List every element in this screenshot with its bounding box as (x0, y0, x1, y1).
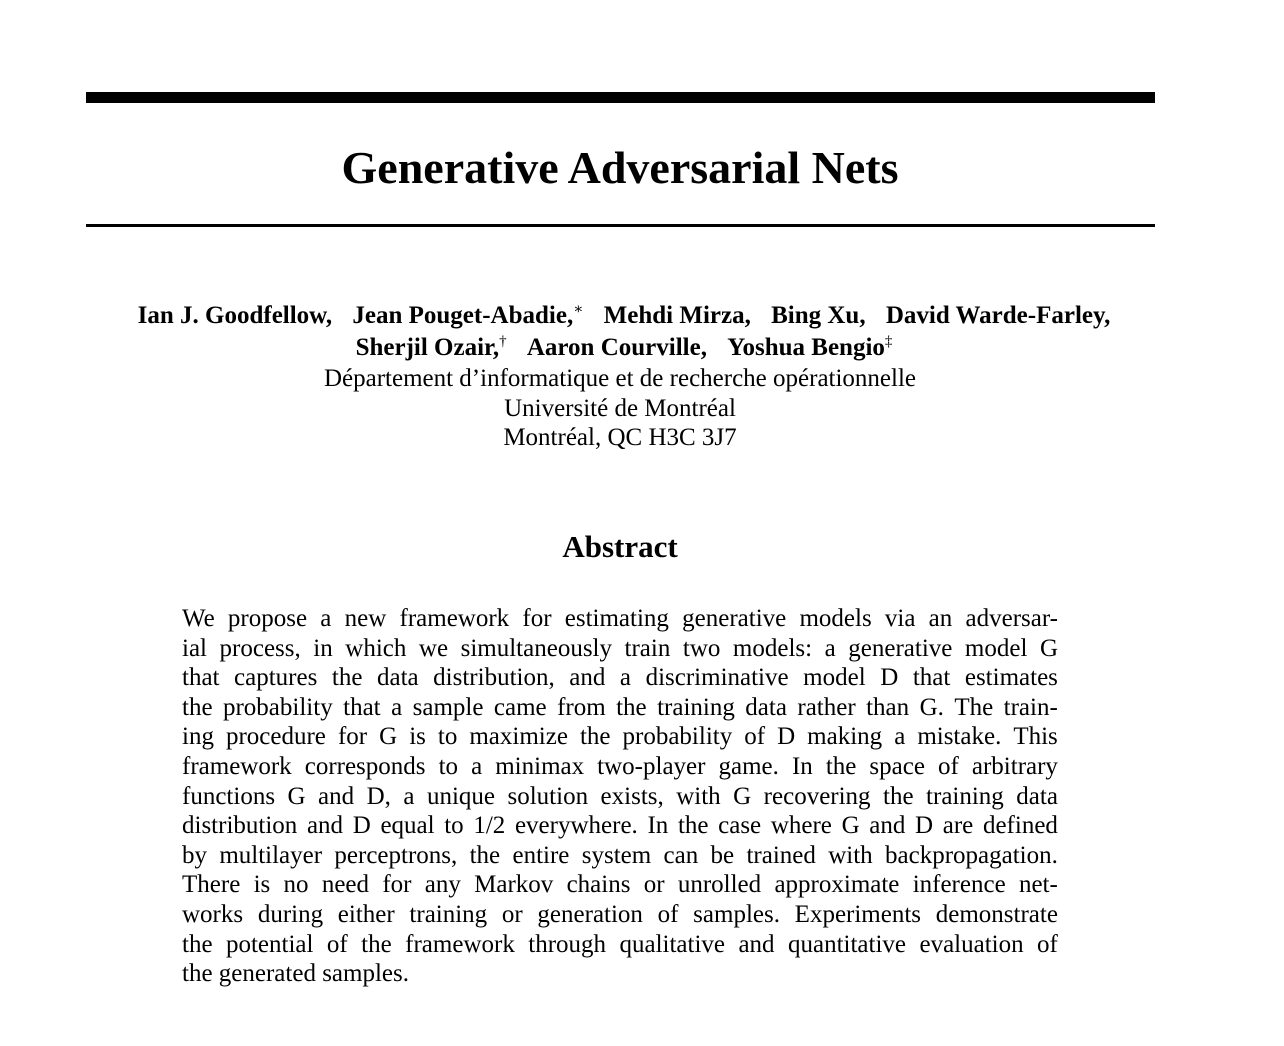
abstract-word: procedure (225, 723, 326, 751)
abstract-word: can (663, 841, 699, 869)
abstract-word: backpropagation. (885, 841, 1058, 869)
abstract-word: potential (225, 930, 314, 958)
abstract-word: evaluation (919, 930, 1024, 958)
abstract-word: ing (182, 723, 214, 751)
abstract-word: framework (182, 752, 292, 780)
affiliation (0, 364, 1240, 453)
abstract-word: need (321, 871, 370, 899)
abstract-word: a (403, 782, 415, 810)
abstract-word: and (318, 782, 355, 810)
abstract-word: a (391, 693, 403, 721)
author-line-1 (0, 300, 1248, 332)
abstract-word: two (682, 634, 721, 662)
abstract-line (182, 782, 1058, 812)
abstract-word: propose (227, 605, 308, 632)
abstract-word: than (866, 693, 910, 721)
abstract-word: samples. (693, 900, 780, 928)
author: Sherjil Ozair,† (355, 333, 507, 361)
author-list (0, 300, 1248, 364)
abstract-word: to (444, 812, 464, 840)
abstract-word: exists, (600, 782, 664, 810)
abstract-body (182, 604, 1058, 989)
abstract-word: from (557, 693, 606, 721)
abstract-word: distribution (182, 812, 298, 840)
abstract-word: G (1039, 634, 1058, 662)
paper-title: Generative Adversarial Nets (341, 142, 899, 193)
abstract-word: that (912, 664, 951, 692)
abstract-word: ial (182, 634, 207, 662)
abstract-word: by (182, 841, 207, 869)
abstract-word: model (964, 634, 1028, 662)
abstract-word: data (1016, 782, 1058, 810)
abstract-word: of (938, 752, 959, 780)
abstract-word: and (869, 812, 906, 840)
abstract-word: Experiments (794, 900, 922, 928)
abstract-word: system (581, 841, 652, 869)
abstract-word: of (657, 900, 679, 928)
abstract-word: via (884, 605, 916, 632)
abstract-word: maximize (469, 723, 568, 751)
abstract-word: of (326, 930, 348, 958)
abstract-word: framework (399, 605, 510, 632)
abstract-word: the (182, 930, 213, 958)
abstract-word: simultaneously (460, 634, 612, 662)
abstract-word: the (825, 752, 857, 780)
abstract-word: D (352, 812, 371, 840)
abstract-word: that (182, 664, 220, 692)
abstract-word: making (807, 723, 883, 751)
abstract-word: estimates (964, 664, 1058, 692)
abstract-word: of (744, 723, 766, 751)
abstract-line (182, 693, 1058, 723)
abstract-word: works (182, 900, 244, 928)
abstract-word: mistake. (917, 723, 1002, 751)
affiliation-department: Département d’informatique et de recherche opérationnelle (323, 365, 917, 392)
abstract-word: any (424, 871, 461, 899)
abstract-word: the (331, 664, 363, 692)
abstract-word: D (915, 812, 934, 840)
abstract-word: we (418, 634, 449, 662)
abstract-word: G (379, 723, 398, 751)
abstract-word: qualitative (619, 930, 726, 958)
abstract-word: train (624, 634, 671, 662)
abstract-word: net- (1018, 871, 1058, 899)
abstract-word: minimax (495, 752, 585, 780)
abstract-word: everywhere. (514, 812, 638, 840)
abstract-word: or (501, 900, 523, 928)
abstract-word: In (791, 752, 813, 780)
abstract-word: a (824, 634, 836, 662)
abstract-word: with (828, 841, 873, 869)
abstract-word: adversar- (965, 605, 1058, 632)
abstract-word: distribution, (433, 664, 555, 692)
author: David Warde-Farley, (885, 302, 1111, 329)
abstract-word: generative (848, 634, 953, 662)
author: Aaron Courville, (526, 334, 707, 361)
abstract-word: the (361, 930, 392, 958)
abstract-word: Markov (474, 871, 554, 899)
abstract-word: two-player (597, 752, 706, 780)
abstract-word: space (869, 752, 925, 780)
abstract-word: defined (982, 812, 1058, 840)
abstract-word: generation (537, 900, 643, 928)
abstract-word: corresponds (304, 752, 426, 780)
abstract-word: There (182, 871, 241, 899)
abstract-word: is (253, 871, 271, 899)
abstract-word: recovering (763, 782, 871, 810)
abstract-word: unrolled (677, 871, 762, 899)
abstract-word: be (710, 841, 735, 869)
abstract-word: to (437, 723, 458, 751)
abstract-word: This (1013, 723, 1058, 751)
abstract-word: discriminative (645, 664, 789, 692)
abstract-word: entire (512, 841, 570, 869)
abstract-word: D, (366, 782, 391, 810)
abstract-word: train- (1003, 693, 1058, 721)
abstract-line: the generated samples. (182, 960, 409, 988)
abstract-word: the (883, 782, 914, 810)
abstract-word: data (376, 664, 419, 692)
abstract-word: of (1037, 930, 1058, 958)
abstract-word: in (313, 634, 333, 662)
abstract-heading: Abstract (562, 529, 678, 564)
abstract-word: functions (182, 782, 276, 810)
abstract-word: the (616, 693, 647, 721)
abstract-word: probability (622, 723, 733, 751)
abstract-word: a (471, 752, 483, 780)
abstract-word: with (676, 782, 721, 810)
abstract-word: a (320, 605, 332, 632)
abstract-word: demonstrate (935, 900, 1058, 928)
abstract-line (182, 722, 1058, 752)
abstract-word: equal (380, 812, 435, 840)
author: Ian J. Goodfellow, (137, 302, 333, 329)
author: Yoshua Bengio‡ (727, 333, 893, 361)
abstract-word: We (182, 605, 215, 632)
abstract-line (182, 870, 1058, 900)
abstract-word: for (337, 723, 368, 751)
abstract-word: no (283, 871, 309, 899)
abstract-word: and (569, 664, 606, 692)
author: Jean Pouget-Abadie,∗ (352, 301, 584, 329)
abstract-word: process, (219, 634, 301, 662)
abstract-word: models (799, 605, 872, 632)
abstract-word: or (643, 871, 665, 899)
abstract-word: multilayer (219, 841, 323, 869)
abstract-word: trained (746, 841, 816, 869)
abstract-word: and (306, 812, 344, 840)
footnote-mark: ‡ (884, 333, 893, 350)
abstract-word: unique (426, 782, 496, 810)
author-line-2 (0, 332, 1248, 364)
abstract-word: G (733, 782, 752, 810)
abstract-word: framework (405, 930, 515, 958)
author: Mehdi Mirza, (603, 302, 751, 329)
abstract-word: quantitative (788, 930, 907, 958)
abstract-word: perceptrons, (334, 841, 458, 869)
abstract-word: either (337, 900, 395, 928)
abstract-word: arbitrary (971, 752, 1058, 780)
abstract-word: that (343, 693, 381, 721)
abstract-word: probability (222, 693, 333, 721)
abstract-word: G. (919, 693, 944, 721)
abstract-word: D (777, 723, 796, 751)
abstract-word: are (942, 812, 974, 840)
abstract-line (182, 752, 1058, 782)
abstract-word: which (345, 634, 407, 662)
abstract-word: came (493, 693, 547, 721)
abstract-line (182, 663, 1058, 693)
abstract-word: D (880, 664, 899, 692)
abstract-word: approximate (774, 871, 900, 899)
abstract-word: the (182, 693, 213, 721)
abstract-line (182, 900, 1058, 930)
abstract-word: for (522, 605, 552, 632)
abstract-word: is (409, 723, 426, 751)
abstract-word: generative (682, 605, 787, 632)
abstract-word: The (954, 693, 994, 721)
abstract-word: G (287, 782, 306, 810)
abstract-word: to (438, 752, 459, 780)
abstract-word: the (469, 841, 501, 869)
abstract-line (182, 604, 1058, 634)
abstract-line (182, 811, 1058, 841)
abstract-line (182, 930, 1058, 960)
abstract-word: models: (732, 634, 813, 662)
abstract-word: chains (566, 871, 631, 899)
abstract-word: data (745, 693, 787, 721)
abstract-word: 1/2 (473, 812, 506, 840)
abstract-line (182, 634, 1058, 664)
abstract-word: sample (412, 693, 484, 721)
abstract-word: the (677, 812, 709, 840)
abstract-line (182, 841, 1058, 871)
abstract-word: G (841, 812, 860, 840)
abstract-word: an (928, 605, 953, 632)
abstract-word: during (257, 900, 324, 928)
abstract-word: game. (718, 752, 779, 780)
abstract-word: solution (507, 782, 589, 810)
abstract-word: inference (912, 871, 1006, 899)
affiliation-university: Université de Montréal (504, 394, 736, 422)
abstract-word: and (738, 930, 775, 958)
footnote-mark: † (499, 333, 507, 350)
abstract-word: rather (797, 693, 856, 721)
abstract-word: estimating (564, 605, 669, 632)
abstract-word: where (770, 812, 832, 840)
abstract-word: training (409, 900, 488, 928)
abstract-word: In (647, 812, 669, 840)
abstract-word: new (344, 605, 387, 632)
author: Bing Xu, (771, 302, 866, 329)
affiliation-address: Montréal, QC H3C 3J7 (503, 424, 737, 451)
title-bottom-rule (86, 224, 1155, 227)
abstract-word: training (926, 782, 1004, 810)
top-thick-rule (86, 92, 1155, 103)
abstract-word: the (579, 723, 611, 751)
abstract-word: a (619, 664, 632, 692)
abstract-word: model (803, 664, 866, 692)
abstract-word: case (718, 812, 762, 840)
abstract-word: for (382, 871, 412, 899)
footnote-mark: ∗ (573, 301, 584, 318)
abstract-word: training (657, 693, 735, 721)
abstract-word: captures (234, 664, 318, 692)
abstract-word: a (894, 723, 906, 751)
abstract-word: through (528, 930, 607, 958)
